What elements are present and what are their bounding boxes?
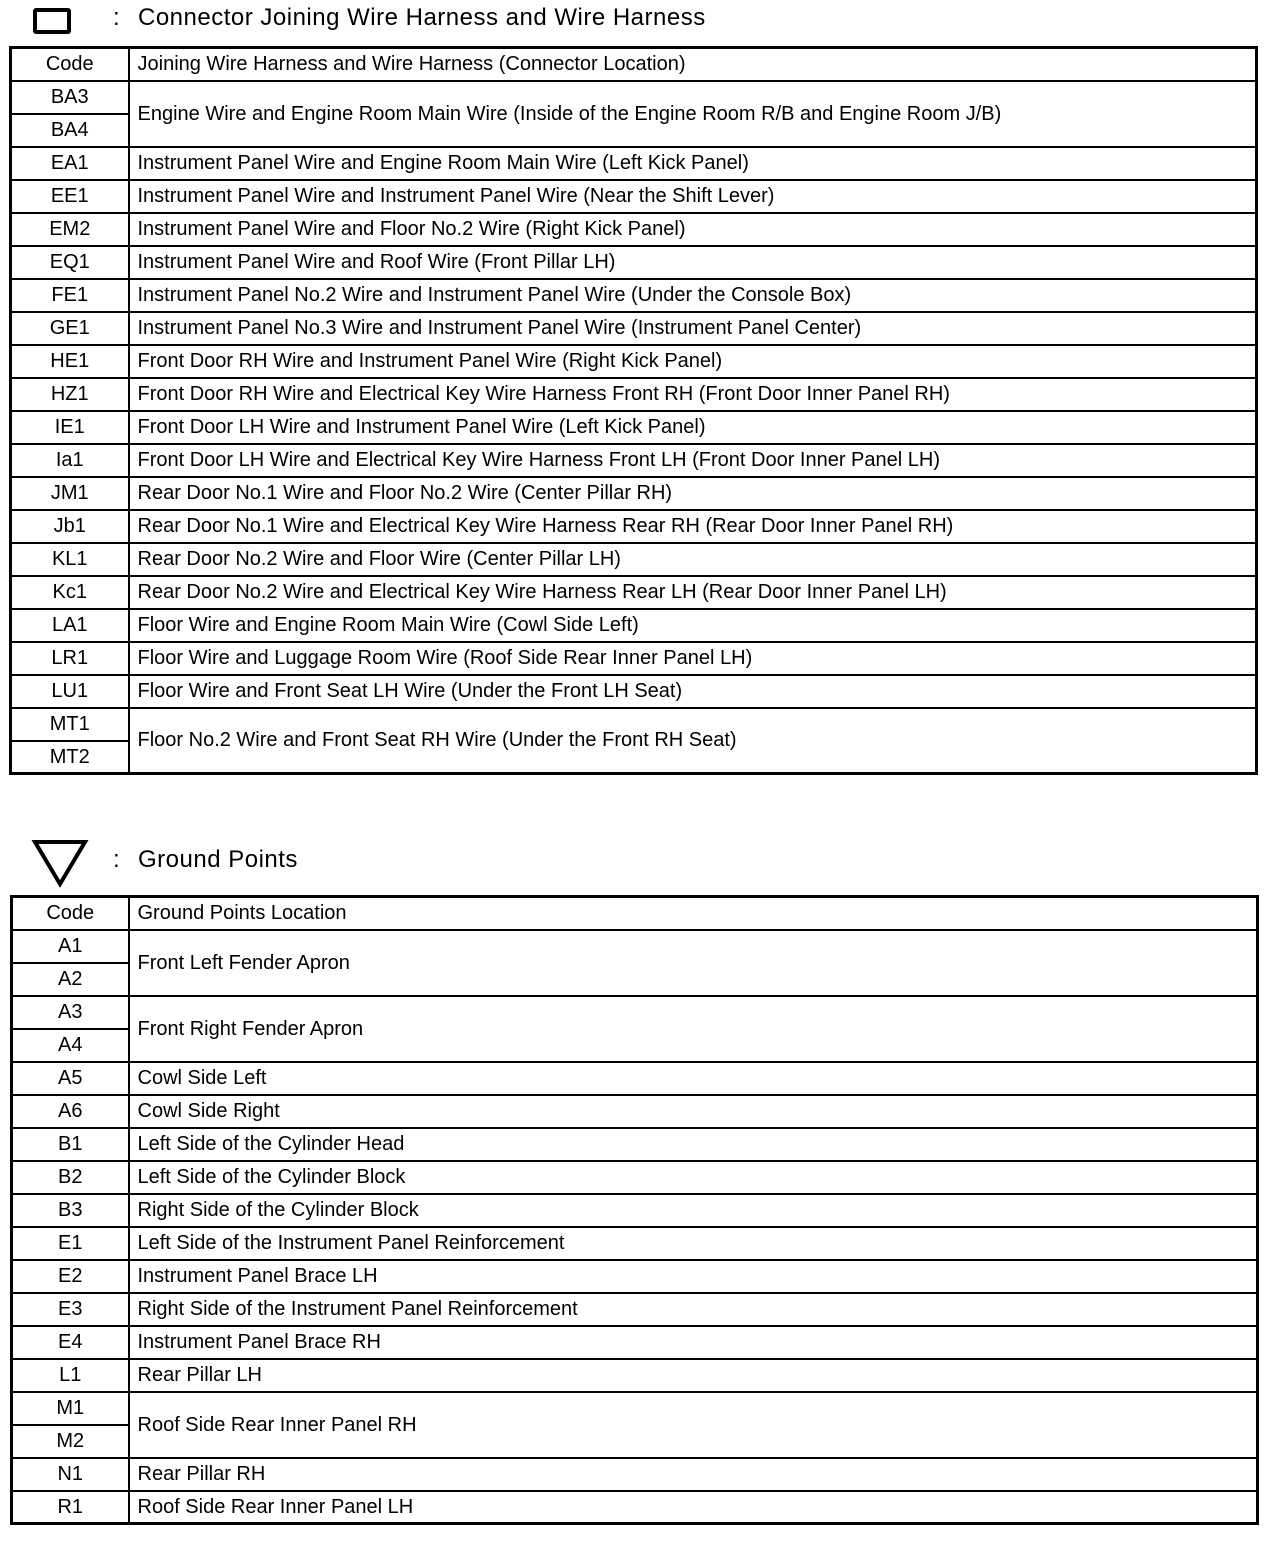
description-header: Joining Wire Harness and Wire Harness (Connector Location) — [129, 48, 1257, 81]
connector-section-heading: Connector Joining Wire Harness and Wire Harness — [138, 4, 706, 31]
location-cell: Instrument Panel Wire and Instrument Panel Wire (Near the Shift Lever) — [129, 180, 1257, 213]
location-cell: Rear Pillar LH — [129, 1359, 1258, 1392]
location-cell: Rear Pillar RH — [129, 1458, 1258, 1491]
code-cell: HZ1 — [11, 378, 129, 411]
location-cell: Roof Side Rear Inner Panel LH — [129, 1491, 1258, 1524]
code-cell: Kc1 — [11, 576, 129, 609]
location-cell: Floor No.2 Wire and Front Seat RH Wire (Under the Front RH Seat) — [129, 708, 1257, 774]
table-row — [11, 213, 1257, 246]
table-row — [12, 1194, 1258, 1227]
ground-section-title — [0, 836, 1280, 886]
connector-table — [9, 46, 1258, 775]
location-cell: Instrument Panel No.2 Wire and Instrument Panel Wire (Under the Console Box) — [129, 279, 1257, 312]
code-cell: BA4 — [11, 114, 129, 147]
code-cell: L1 — [12, 1359, 129, 1392]
code-cell: EA1 — [11, 147, 129, 180]
code-cell: KL1 — [11, 543, 129, 576]
table-row — [11, 576, 1257, 609]
table-row — [11, 411, 1257, 444]
code-cell: EM2 — [11, 213, 129, 246]
location-cell: Rear Door No.2 Wire and Electrical Key Wire Harness Rear LH (Rear Door Inner Panel LH) — [129, 576, 1257, 609]
code-cell: E4 — [12, 1326, 129, 1359]
code-cell: E3 — [12, 1293, 129, 1326]
code-cell: LU1 — [11, 675, 129, 708]
table-row — [11, 708, 1257, 741]
table-row — [11, 477, 1257, 510]
code-cell: MT1 — [11, 708, 129, 741]
location-cell: Left Side of the Instrument Panel Reinforcement — [129, 1227, 1258, 1260]
location-cell: Instrument Panel Wire and Engine Room Main Wire (Left Kick Panel) — [129, 147, 1257, 180]
table-row — [11, 246, 1257, 279]
table-row — [12, 930, 1258, 963]
table-row — [11, 345, 1257, 378]
location-cell: Front Left Fender Apron — [129, 930, 1258, 996]
location-cell: Engine Wire and Engine Room Main Wire (Inside of the Engine Room R/B and Engine Room J/B) — [129, 81, 1257, 147]
table-row — [12, 1128, 1258, 1161]
location-cell: Front Door RH Wire and Electrical Key Wire Harness Front RH (Front Door Inner Panel RH) — [129, 378, 1257, 411]
table-row — [11, 378, 1257, 411]
location-cell: Rear Door No.1 Wire and Electrical Key Wire Harness Rear RH (Rear Door Inner Panel RH) — [129, 510, 1257, 543]
location-cell: Floor Wire and Luggage Room Wire (Roof Side Rear Inner Panel LH) — [129, 642, 1257, 675]
ground-section-heading: Ground Points — [138, 846, 298, 873]
triangle-down-outline-icon — [31, 838, 89, 888]
code-cell: E2 — [12, 1260, 129, 1293]
table-row — [12, 1227, 1258, 1260]
table-row — [11, 675, 1257, 708]
table-header-row — [11, 48, 1257, 81]
code-cell: A2 — [12, 963, 129, 996]
code-cell: M2 — [12, 1425, 129, 1458]
table-row — [11, 147, 1257, 180]
location-cell: Front Right Fender Apron — [129, 996, 1258, 1062]
table-row — [12, 1392, 1258, 1425]
ground-table — [10, 895, 1259, 1525]
location-cell: Instrument Panel Wire and Floor No.2 Wire (Right Kick Panel) — [129, 213, 1257, 246]
code-header: Code — [12, 897, 129, 930]
table-row — [11, 609, 1257, 642]
location-cell: Right Side of the Cylinder Block — [129, 1194, 1258, 1227]
location-cell: Front Door LH Wire and Instrument Panel Wire (Left Kick Panel) — [129, 411, 1257, 444]
table-row — [12, 1260, 1258, 1293]
code-cell: A4 — [12, 1029, 129, 1062]
location-cell: Rear Door No.1 Wire and Floor No.2 Wire (Center Pillar RH) — [129, 477, 1257, 510]
code-header: Code — [11, 48, 129, 81]
code-cell: Ia1 — [11, 444, 129, 477]
code-cell: B2 — [12, 1161, 129, 1194]
location-cell: Front Door LH Wire and Electrical Key Wire Harness Front LH (Front Door Inner Panel LH) — [129, 444, 1257, 477]
table-row — [11, 81, 1257, 114]
code-cell: MT2 — [11, 741, 129, 774]
title-separator: : — [113, 4, 121, 31]
table-row — [11, 312, 1257, 345]
code-cell: EQ1 — [11, 246, 129, 279]
code-cell: E1 — [12, 1227, 129, 1260]
location-cell: Floor Wire and Engine Room Main Wire (Cowl Side Left) — [129, 609, 1257, 642]
table-row — [12, 1359, 1258, 1392]
code-cell: A6 — [12, 1095, 129, 1128]
code-cell: R1 — [12, 1491, 129, 1524]
location-cell: Instrument Panel Wire and Roof Wire (Front Pillar LH) — [129, 246, 1257, 279]
code-cell: JM1 — [11, 477, 129, 510]
table-row — [12, 996, 1258, 1029]
table-row — [12, 1458, 1258, 1491]
code-cell: IE1 — [11, 411, 129, 444]
code-cell: GE1 — [11, 312, 129, 345]
code-cell: LA1 — [11, 609, 129, 642]
code-cell: BA3 — [11, 81, 129, 114]
table-header-row — [12, 897, 1258, 930]
code-cell: B3 — [12, 1194, 129, 1227]
table-row — [11, 279, 1257, 312]
table-row — [11, 180, 1257, 213]
location-cell: Floor Wire and Front Seat LH Wire (Under the Front LH Seat) — [129, 675, 1257, 708]
location-cell: Front Door RH Wire and Instrument Panel Wire (Right Kick Panel) — [129, 345, 1257, 378]
location-cell: Instrument Panel Brace LH — [129, 1260, 1258, 1293]
table-row — [11, 510, 1257, 543]
location-cell: Roof Side Rear Inner Panel RH — [129, 1392, 1258, 1458]
table-row — [11, 543, 1257, 576]
code-cell: M1 — [12, 1392, 129, 1425]
code-cell: A3 — [12, 996, 129, 1029]
table-row — [12, 1326, 1258, 1359]
code-cell: A1 — [12, 930, 129, 963]
code-cell: N1 — [12, 1458, 129, 1491]
description-header: Ground Points Location — [129, 897, 1258, 930]
code-cell: LR1 — [11, 642, 129, 675]
table-row — [12, 1161, 1258, 1194]
table-row — [12, 1095, 1258, 1128]
location-cell: Instrument Panel Brace RH — [129, 1326, 1258, 1359]
code-cell: Jb1 — [11, 510, 129, 543]
location-cell: Left Side of the Cylinder Block — [129, 1161, 1258, 1194]
location-cell: Left Side of the Cylinder Head — [129, 1128, 1258, 1161]
code-cell: B1 — [12, 1128, 129, 1161]
table-row — [12, 1491, 1258, 1524]
location-cell: Right Side of the Instrument Panel Reinforcement — [129, 1293, 1258, 1326]
connector-section-title — [0, 2, 1280, 38]
location-cell: Instrument Panel No.3 Wire and Instrument Panel Wire (Instrument Panel Center) — [129, 312, 1257, 345]
table-row — [11, 642, 1257, 675]
table-row — [12, 1293, 1258, 1326]
location-cell: Rear Door No.2 Wire and Floor Wire (Center Pillar LH) — [129, 543, 1257, 576]
code-cell: FE1 — [11, 279, 129, 312]
table-row — [11, 444, 1257, 477]
location-cell: Cowl Side Left — [129, 1062, 1258, 1095]
location-cell: Cowl Side Right — [129, 1095, 1258, 1128]
code-cell: A5 — [12, 1062, 129, 1095]
square-outline-icon — [33, 8, 71, 34]
code-cell: HE1 — [11, 345, 129, 378]
code-cell: EE1 — [11, 180, 129, 213]
title-separator: : — [113, 846, 121, 873]
table-row — [12, 1062, 1258, 1095]
